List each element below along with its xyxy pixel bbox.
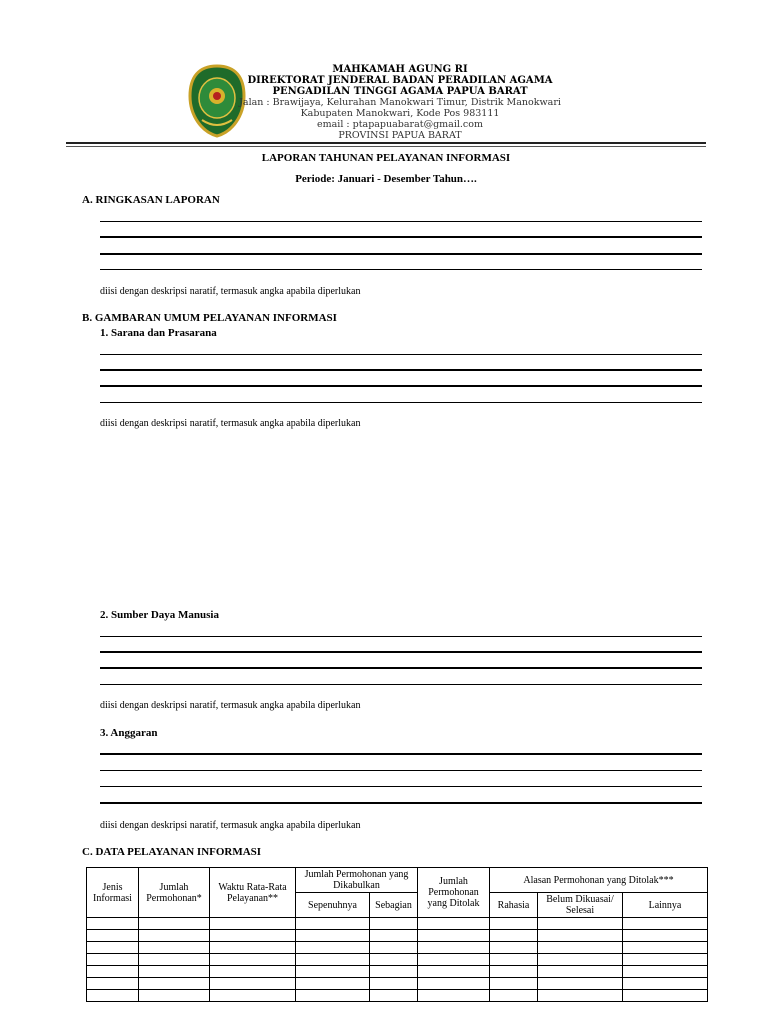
col-sepenuhnya: Sepenuhnya <box>296 893 370 918</box>
letterhead-line-3: PENGADILAN TINGGI AGAMA PAPUA BARAT <box>272 86 528 97</box>
report-title: LAPORAN TAHUNAN PELAYANAN INFORMASI <box>261 152 511 164</box>
fill-line <box>100 802 702 804</box>
letterhead <box>190 64 610 141</box>
header-divider-thick <box>66 142 706 144</box>
section-b-heading: B. GAMBARAN UMUM PELAYANAN INFORMASI <box>82 312 337 324</box>
section-b1-heading: 1. Sarana dan Prasarana <box>100 327 217 339</box>
table-row <box>87 942 708 954</box>
section-a-heading: A. RINGKASAN LAPORAN <box>82 194 220 206</box>
fill-line <box>100 684 702 685</box>
letterhead-email: email : ptapapuabarat@gmail.com <box>317 119 483 130</box>
service-data-table <box>86 867 708 1002</box>
header-divider-thin <box>66 146 706 147</box>
col-jenis-informasi: Jenis Informasi <box>87 868 139 918</box>
fill-line <box>100 770 702 771</box>
fill-line <box>100 269 702 270</box>
table-row <box>87 978 708 990</box>
report-period: Periode: Januari - Desember Tahun…. <box>295 173 477 185</box>
fill-line <box>100 753 702 755</box>
section-b2-note: diisi dengan deskripsi naratif, termasuk angka apabila diperlukan <box>100 700 361 711</box>
col-group-alasan-ditolak: Alasan Permohonan yang Ditolak*** <box>490 868 708 893</box>
section-a-note: diisi dengan deskripsi naratif, termasuk angka apabila diperlukan <box>100 286 361 297</box>
fill-line <box>100 369 702 371</box>
fill-line <box>100 786 702 787</box>
letterhead-line-2: DIREKTORAT JENDERAL BADAN PERADILAN AGAMA <box>247 75 553 86</box>
section-b3-heading: 3. Anggaran <box>100 727 158 739</box>
table-row <box>87 966 708 978</box>
col-sebagian: Sebagian <box>370 893 418 918</box>
section-b3-note: diisi dengan deskripsi naratif, termasuk angka apabila diperlukan <box>100 820 361 831</box>
col-lainnya: Lainnya <box>623 893 708 918</box>
letterhead-address-2: Kabupaten Manokwari, Kode Pos 983111 <box>300 108 500 119</box>
col-group-dikabulkan: Jumlah Permohonan yang Dikabulkan <box>296 868 418 893</box>
letterhead-line-1: MAHKAMAH AGUNG RI <box>332 64 468 75</box>
table-row <box>87 954 708 966</box>
table-row <box>87 990 708 1002</box>
fill-line <box>100 402 702 403</box>
fill-line <box>100 385 702 387</box>
section-b2-heading: 2. Sumber Daya Manusia <box>100 609 219 621</box>
table-row <box>87 918 708 930</box>
fill-line <box>100 667 702 669</box>
section-c-heading: C. DATA PELAYANAN INFORMASI <box>82 846 262 858</box>
col-waktu-rata-rata: Waktu Rata-Rata Pelayanan** <box>210 868 296 918</box>
fill-line <box>100 253 702 255</box>
fill-line <box>100 236 702 238</box>
fill-line <box>100 651 702 653</box>
fill-line <box>100 636 702 637</box>
section-b1-note: diisi dengan deskripsi naratif, termasuk angka apabila diperlukan <box>100 418 361 429</box>
letterhead-address-1: Jalan : Brawijaya, Kelurahan Manokwari Timur, Distrik Manokwari <box>239 97 561 108</box>
table-row <box>87 930 708 942</box>
col-rahasia: Rahasia <box>490 893 538 918</box>
col-belum-dikuasai: Belum Dikuasai/ Selesai <box>538 893 623 918</box>
fill-line <box>100 221 702 222</box>
letterhead-province: PROVINSI PAPUA BARAT <box>338 130 462 141</box>
col-jumlah-permohonan: Jumlah Permohonan* <box>139 868 210 918</box>
col-jumlah-ditolak: Jumlah Permohonan yang Ditolak <box>418 868 490 918</box>
fill-line <box>100 354 702 355</box>
